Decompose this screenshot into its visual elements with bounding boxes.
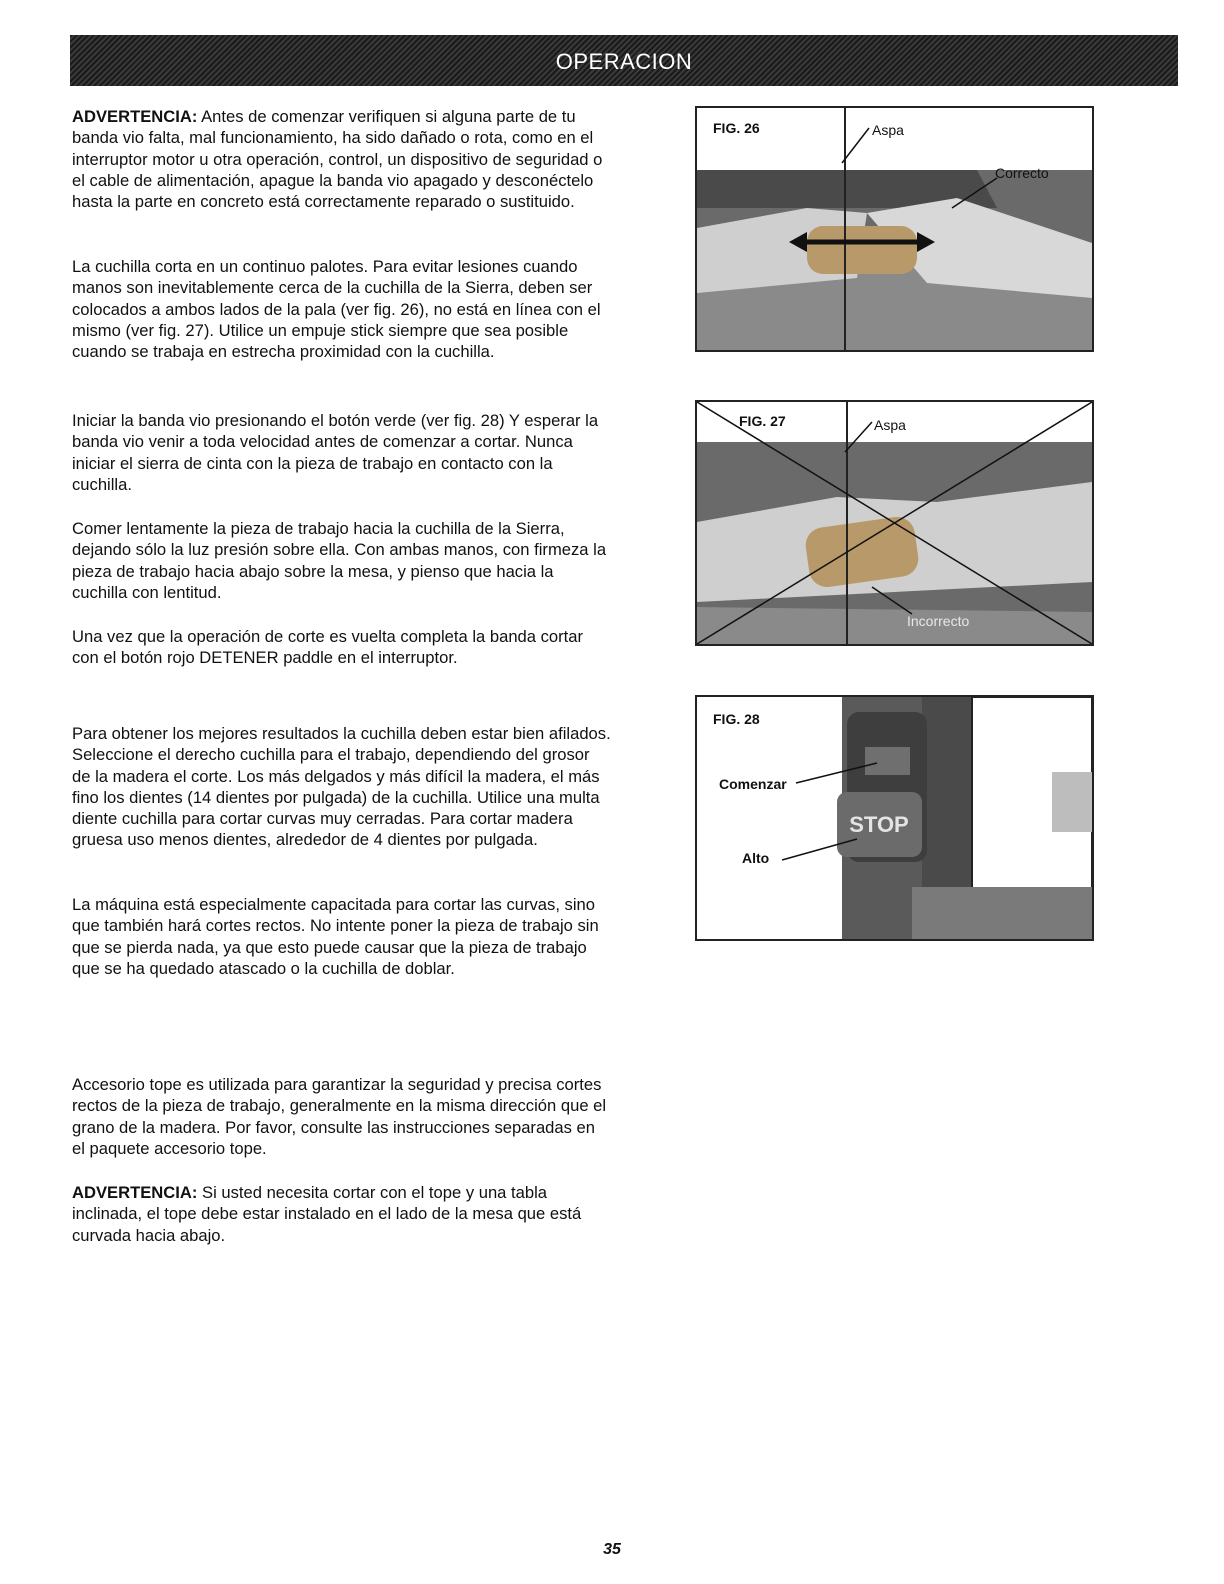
paragraph-start-saw (72, 410, 612, 495)
warning-lead: ADVERTENCIA: (72, 1183, 198, 1202)
warning-lead: ADVERTENCIA: (72, 107, 198, 126)
paragraph-text: Accesorio tope es utilizada para garantizar la seguridad y precisa cortes rectos de la pieza de trabajo, generalmente en la misma dirección que el grano de la madera. Por favor, consulte las instrucciones separadas en el paquete accesorio tope. (72, 1075, 607, 1158)
warning-text: Si usted necesita cortar con el tope y una tabla inclinada, el tope debe estar instalado en el lado de la mesa que está curvada hacia abajo. (72, 1183, 582, 1245)
warning-text: Antes de comenzar verifiquen si alguna parte de tu banda vio falta, mal funcionamiento, ha sido dañado o rota, como en el interruptor motor u otra operación, control, un dispositivo de seguridad o el cable de alimentación, apague la banda vio apagado y desconéctelo hasta la parte en concreto está correctamente reparado o sustituido. (72, 107, 603, 212)
figure-26 (695, 106, 1094, 352)
figure-27 (695, 400, 1094, 646)
paragraph-stop-saw (72, 626, 612, 669)
warning-paragraph-1 (72, 106, 612, 212)
callout-blade: Aspa (874, 417, 906, 433)
paragraph-text: La máquina está especialmente capacitada para cortar las curvas, sino que también hará cortes rectos. No intente poner la pieza de trabajo sin que se pierda nada, ya que esto puede causar que la pieza de trabajo que se ha quedado atascado o la cuchilla de doblar. (72, 895, 599, 978)
figure-27-label: FIG. 27 (739, 413, 786, 429)
figure-28-illustration (697, 697, 1092, 939)
callout-start: Comenzar (719, 776, 787, 792)
callout-blade: Aspa (872, 122, 904, 138)
section-title: OPERACION (555, 49, 693, 74)
paragraph-text: Comer lentamente la pieza de trabajo hacia la cuchilla de la Sierra, dejando sólo la luz presión sobre ella. Con ambas manos, con firmeza la pieza de trabajo hacia abajo sobre la mesa, y pienso que hacia la cuchilla con lentitud. (72, 519, 607, 602)
figure-27-illustration (697, 402, 1092, 644)
page-number: 35 (603, 1541, 621, 1558)
warning-paragraph-2 (72, 1182, 612, 1246)
paragraph-blade-selection (72, 723, 612, 851)
figure-26-illustration (697, 108, 1092, 350)
paragraph-text: Iniciar la banda vio presionando el botón verde (ver fig. 28) Y esperar la banda vio venir a toda velocidad antes de comenzar a cortar. Nunca iniciar el sierra de cinta con la pieza de trabajo en contacto con la cuchilla. (72, 411, 599, 494)
callout-correct: Correcto (995, 165, 1049, 181)
paragraph-feed-workpiece (72, 518, 612, 603)
paragraph-hand-placement (72, 256, 612, 362)
paragraph-text: La cuchilla corta en un continuo palotes. Para evitar lesiones cuando manos son inevitablemente cerca de la cuchilla de la Sierra, deben ser colocados a ambos lados de la pala (ver fig. 26), no está en línea con el mismo (ver fig. 27). Utilice un empuje stick siempre que sea posible cuando se trabaja en estrecha proximidad con la cuchilla. (72, 257, 601, 362)
callout-stop: Alto (742, 850, 770, 866)
figure-28-label: FIG. 28 (713, 711, 760, 727)
paragraph-fence-accessory (72, 1074, 612, 1159)
stop-paddle-text: STOP (849, 812, 909, 837)
paragraph-text: Para obtener los mejores resultados la cuchilla deben estar bien afilados. Seleccione el derecho cuchilla para el trabajo, dependiendo del grosor de la madera el corte. Los más delgados y más difícil la madera, el más fino los dientes (14 dientes por pulgada) de la cuchilla. Utilice una multa diente cuchilla para cortar curvas muy cerradas. Para cortar madera gruesa uso menos dientes, alrededor de 4 dientes por pulgada. (72, 724, 611, 850)
callout-incorrect: Incorrecto (907, 613, 970, 629)
paragraph-text: Una vez que la operación de corte es vuelta completa la banda cortar con el botón rojo DETENER paddle en el interruptor. (72, 627, 584, 668)
figure-26-label: FIG. 26 (713, 120, 760, 136)
paragraph-curves (72, 894, 612, 979)
section-header-bar (70, 35, 1178, 86)
figure-28 (695, 695, 1094, 941)
